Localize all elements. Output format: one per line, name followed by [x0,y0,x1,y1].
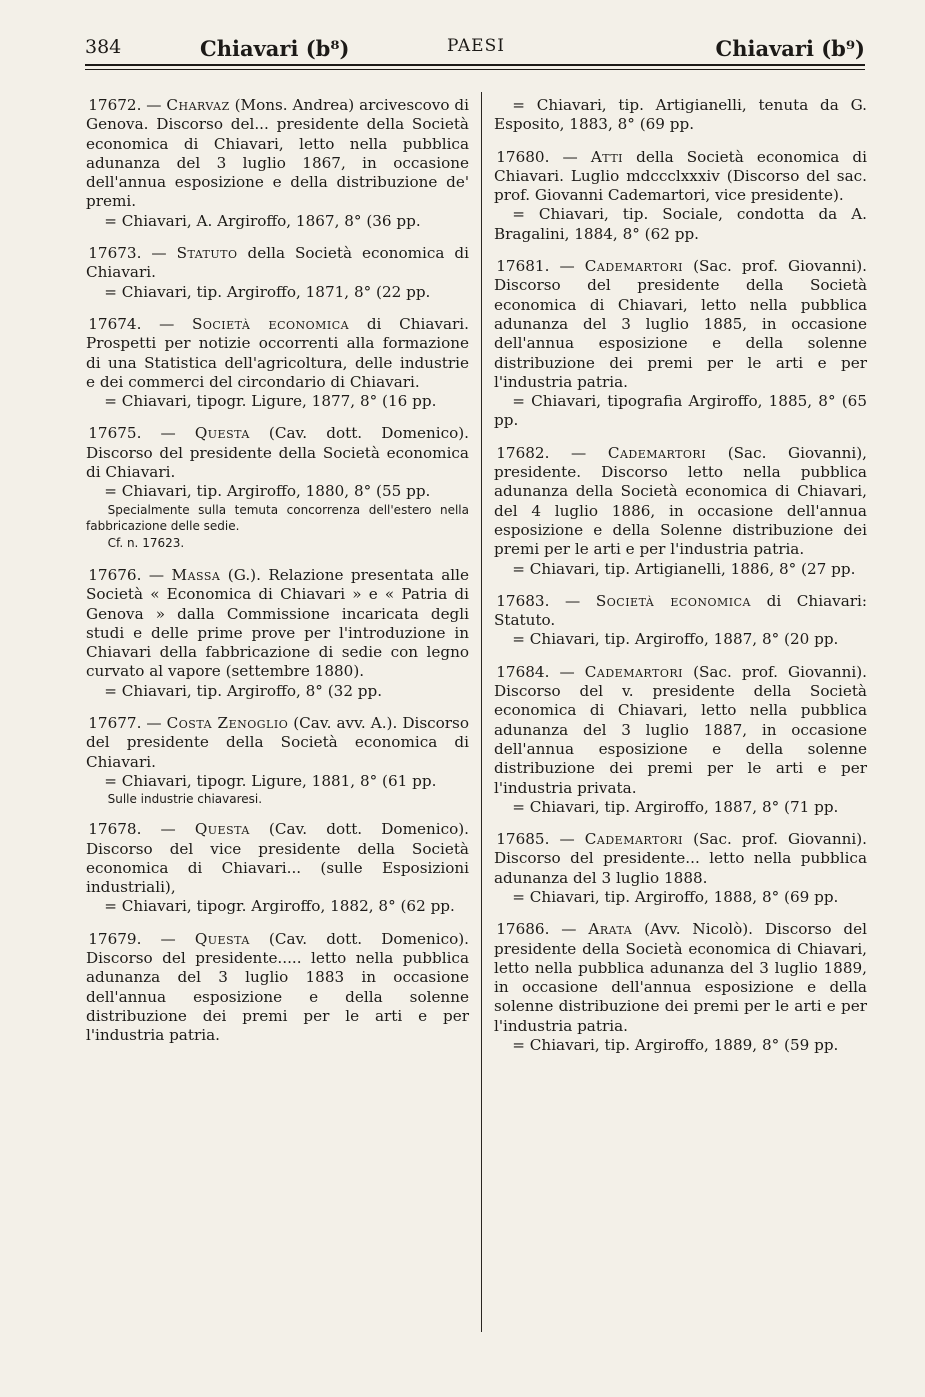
entry-publication: = Chiavari, tipografia Argiroffo, 1885, 8° (65 pp. [494,392,867,430]
entry-body: (Cav. dott. Domenico). Discorso del vice presidente della Società economica di Chiavari... (sulle Esposizioni industriali), [86,820,469,897]
entry-number: 17674. — [88,314,192,333]
entry-author: Società economica [191,314,350,333]
entry-number: 17675. — [88,424,195,443]
column-divider [481,92,482,1332]
entry-text [86,96,469,212]
entry-publication: = Chiavari, tip. Argiroffo, 1887, 8° (20 pp. [512,630,839,649]
running-title-left: Chiavari (b⁸) [200,36,350,61]
bibliography-entry [86,96,469,231]
bibliography-entry [86,244,469,302]
bibliography-entry [86,315,469,411]
entry-publication: = Chiavari, tip. Sociale, condotta da A. Bragalini, 1884, 8° (62 pp. [494,205,867,243]
entry-author: Charvaz [166,96,230,114]
entry-author: Cademartori [607,443,707,462]
bibliography-entry [86,566,469,701]
entry-author: Arata [588,920,633,939]
bibliography-entry [494,257,867,431]
entry-number: 17672. — [88,96,167,114]
entry-publication: = Chiavari, tipogr. Ligure, 1881, 8° (61 pp. [104,771,437,790]
entry-publication: = Chiavari, tipogr. Argiroffo, 1882, 8° (62 pp. [104,897,455,916]
entry-body: di Chiavari: Statuto. [494,591,867,630]
entry-author: Atti [590,147,624,166]
entry-number: 17679. — [88,929,195,948]
bibliography-entry [494,663,867,817]
bibliography-entry [494,444,867,579]
entry-text [86,244,469,283]
entry-body: (Cav. dott. Domenico). Discorso del presidente della Società economica di Chiavari. [86,424,469,482]
entry-text [86,315,469,392]
left-column [86,96,469,1058]
bibliography-entry [86,930,469,1046]
entry-body: (Mons. Andrea) arcivescovo di Genova. Discorso del... presidente della Società economica di Chiavari, letto nella pubblica adunanza del 3 luglio 1867, in occasione dell'annua esposizione e della distribuzione de' premi. [86,96,469,211]
entry-text [494,663,867,798]
entry-body: della Società economica di Chiavari. Luglio mdccclxxxiv (Discorso del sac. prof. Giovanni Cademartori, vice presidente). [494,147,867,205]
entry-author: Questa [194,929,250,948]
bibliography-entry [494,96,867,135]
entry-text [494,257,867,392]
page-header [85,32,865,62]
entry-author: Massa [171,565,221,584]
entry-text [86,714,469,772]
entry-publication: = Chiavari, A. Argiroffo, 1867, 8° (36 pp. [104,211,421,230]
entry-number: 17682. — [496,443,608,462]
entry-author: Questa [194,424,250,443]
entry-crossref: Cf. n. 17623. [107,535,185,550]
bibliography-entry [494,148,867,244]
bibliography-entry [494,830,867,907]
entry-author: Cademartori [584,662,683,681]
entry-body: (Cav. avv. A.). Discorso del presidente della Società economica di Chiavari. [86,714,469,771]
entry-publication: = Chiavari, tip. Argiroffo, 1880, 8° (55 pp. [104,482,431,501]
bibliography-entry [86,820,469,916]
entry-author: Statuto [176,244,238,263]
entry-author: Costa Zenoglio [166,714,289,733]
entry-publication: = Chiavari, tip. Argiroffo, 8° (32 pp. [104,681,383,700]
bibliography-entry [494,920,867,1055]
entry-author: Cademartori [584,257,683,276]
entry-text [494,920,867,1036]
entry-number: 17673. — [88,244,177,263]
entry-body: della Società economica di Chiavari. [86,244,469,282]
entry-number: 17677. — [88,714,167,733]
entry-note: Sulle industrie chiavaresi. [107,792,263,807]
entry-publication: = Chiavari, tip. Artigianelli, tenuta da G. Esposito, 1883, 8° (69 pp. [494,96,867,134]
entry-note: Specialmente sulla temuta concorrenza dell'estero nella fabbricazione delle sedie. [86,502,469,533]
entry-number: 17680. — [496,147,591,166]
entry-publication: = Chiavari, tip. Argiroffo, 1887, 8° (71 pp. [512,797,839,816]
header-rule-thick [85,64,865,66]
entry-author: Società economica [595,591,751,610]
entry-publication: = Chiavari, tip. Argiroffo, 1889, 8° (59 pp. [512,1036,839,1055]
entry-number: 17685. — [496,830,585,849]
running-title-center: PAESI [447,36,505,56]
entry-text [86,820,469,897]
entry-number: 17686. — [496,920,589,939]
entry-body: (Sac. prof. Giovanni). Discorso del presidente della Società economica di Chiavari, letto nella pubblica adunanza del 3 luglio 1885, in occasione dell'annua esposizione e della solenne distribuzione dei premi per le arti e per l'industria patria. [494,257,867,391]
header-rule-thin [85,69,865,70]
entry-text [86,424,469,482]
entry-number: 17684. — [496,662,585,681]
entry-body: (Cav. dott. Domenico). Discorso del presidente..... letto nella pubblica adunanza del 3 luglio 1883 in occasione dell'annua esposizione e della solenne distribuzione dei premi per le arti e per l'industria patria. [86,929,469,1045]
bibliography-entry [494,592,867,650]
page-number: 384 [85,36,122,58]
entry-number: 17676. — [88,565,172,584]
entry-text [494,444,867,560]
entry-author: Questa [194,820,250,839]
entry-publication: = Chiavari, tip. Artigianelli, 1886, 8° (27 pp. [512,559,856,578]
entry-body: (Sac. prof. Giovanni). Discorso del presidente... letto nella pubblica adunanza del 3 luglio 1888. [494,830,867,887]
running-title-right: Chiavari (b⁹) [715,36,865,61]
right-column [494,96,867,1068]
entry-author: Cademartori [584,830,683,849]
entry-body: (G.). Relazione presentata alle Società « Economica di Chiavari » e « Patria di Genova » dalla Commissione incaricata degli studi e delle prime prove per l'introduzione in Chiavari della fabbricazione di sedie con legno curvato al vapore (settembre 1880). [86,565,469,681]
entry-number: 17678. — [88,820,195,839]
entry-publication: = Chiavari, tip. Argiroffo, 1871, 8° (22 pp. [104,282,431,301]
entry-text [494,830,867,888]
entry-body: di Chiavari. Prospetti per notizie occorrenti alla formazione di una Statistica dell'agricoltura, delle industrie e dei commerci del circondario di Chiavari. [86,314,469,391]
entry-text [86,566,469,682]
entry-text [86,930,469,1046]
entry-text [494,592,867,631]
entry-publication: = Chiavari, tip. Argiroffo, 1888, 8° (69 pp. [512,887,839,906]
entry-body: (Avv. Nicolò). Discorso del presidente della Società economica di Chiavari, letto nella pubblica adunanza del 3 luglio 1889, in occasione dell'annua esposizione e della solenne distribuzione dei premi per le arti e per l'industria patria. [494,920,867,1035]
entry-body: (Sac. prof. Giovanni). Discorso del v. presidente della Società economica di Chiavari, letto nella pubblica adunanza del 3 luglio 1887, in occasione dell'annua esposizione e della solenne distribuzione dei premi per le arti e per l'industria privata. [494,662,867,797]
entry-text [494,148,867,206]
entry-number: 17683. — [496,591,596,610]
bibliography-entry [86,424,469,552]
entry-number: 17681. — [496,257,585,276]
entry-body: (Sac. Giovanni), presidente. Discorso letto nella pubblica adunanza della Società economica di Chiavari, del 4 luglio 1886, in occasione dell'annua esposizione e della Solenne distribuzione dei premi per le arti e per l'industria patria. [494,443,867,559]
bibliography-entry [86,714,469,807]
entry-publication: = Chiavari, tipogr. Ligure, 1877, 8° (16 pp. [104,392,437,411]
